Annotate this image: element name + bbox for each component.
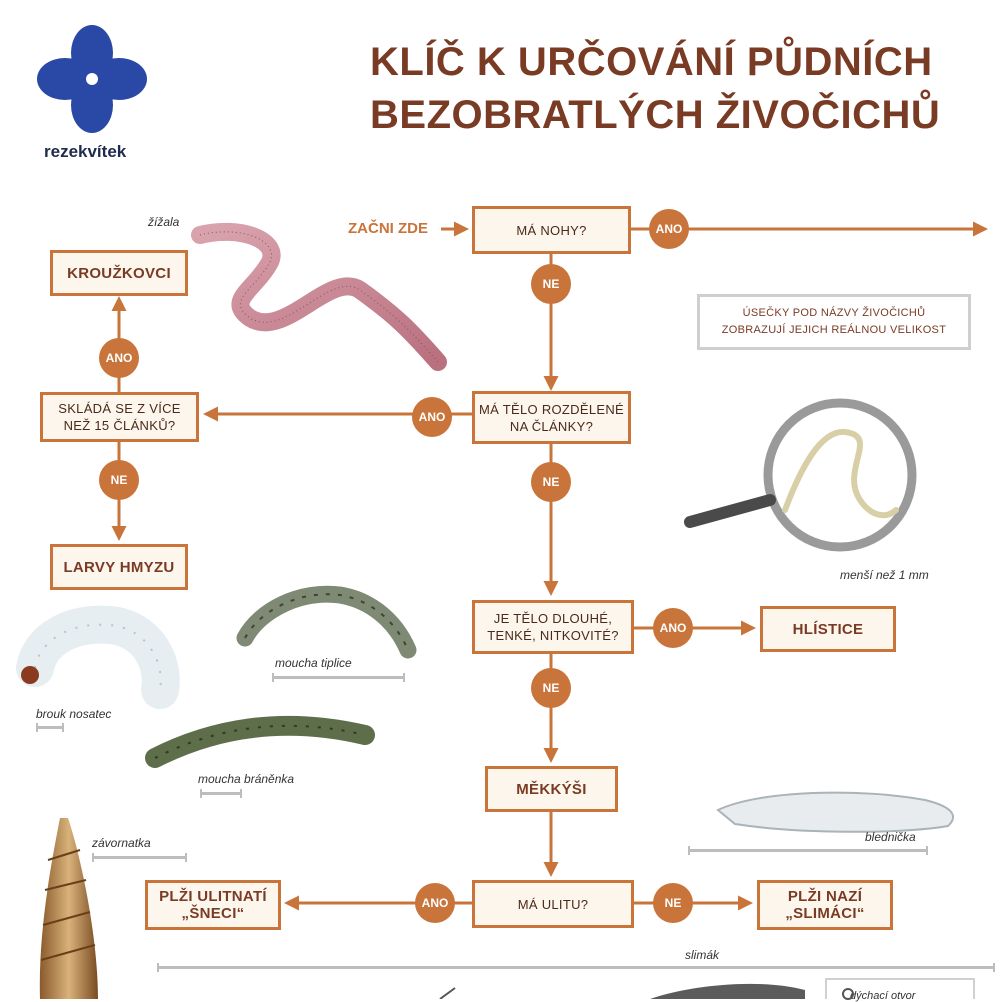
label-earthworm: žížala: [148, 215, 180, 229]
answer-no-legs: NE: [531, 264, 571, 304]
answer-yes-segments: ANO: [412, 397, 452, 437]
small-slug-illustration: [718, 793, 953, 832]
magnifier-illustration: [690, 403, 912, 547]
answer-no-long: NE: [531, 668, 571, 708]
label-door-snail: závornatka: [92, 836, 151, 850]
label-crane-fly: moucha tiplice: [275, 656, 352, 670]
answer-yes-shell: ANO: [415, 883, 455, 923]
scale-bar-door-snail: [92, 856, 187, 859]
crane-fly-larva-illustration: [245, 594, 408, 650]
result-shelled-snails: PLŽI ULITNATÍ „ŠNECI“: [145, 880, 281, 930]
door-snail-illustration: [40, 818, 98, 999]
answer-no-15: NE: [99, 460, 139, 500]
question-segmented-body: MÁ TĚLO ROZDĚLENÉ NA ČLÁNKY?: [472, 391, 631, 444]
scale-bar-fly-larva: [200, 792, 242, 795]
question-has-legs: MÁ NOHY?: [472, 206, 631, 254]
label-fly-larva: moucha bráněnka: [198, 772, 295, 786]
scale-bar-small-slug: [688, 849, 928, 852]
question-long-thin-body: JE TĚLO DLOUHÉ, TENKÉ, NITKOVITÉ?: [472, 600, 634, 654]
label-nematode-size: menší než 1 mm: [840, 568, 929, 582]
answer-no-shell: NE: [653, 883, 693, 923]
pore-icon: [842, 988, 854, 1000]
start-label: ZAČNI ZDE: [348, 220, 428, 237]
label-small-slug: blednička: [865, 830, 916, 844]
label-weevil: brouk nosatec: [36, 707, 112, 721]
size-scale-note: ÚSEČKY POD NÁZVY ŽIVOČICHŮ ZOBRAZUJÍ JEJICH REÁLNOU VELIKOST: [697, 294, 971, 350]
result-annelids: KROUŽKOVCI: [50, 250, 188, 296]
scale-bar-weevil: [36, 726, 64, 729]
scale-bar-crane-fly: [272, 676, 405, 679]
earthworm-illustration: [200, 232, 438, 362]
question-has-shell: MÁ ULITU?: [472, 880, 634, 928]
page-title-line1: KLÍČ K URČOVÁNÍ PŮDNÍCH: [370, 40, 933, 84]
fly-larva-illustration: [155, 726, 365, 758]
answer-yes-long: ANO: [653, 608, 693, 648]
label-breathing-pore: dýchací otvor: [850, 990, 916, 1002]
result-molluscs: MĚKKÝŠI: [485, 766, 618, 812]
result-nematodes: HLÍSTICE: [760, 606, 896, 652]
rezekvitek-logo: [37, 25, 147, 133]
answer-no-segments: NE: [531, 462, 571, 502]
scale-bar-big-slug: [157, 966, 995, 969]
weevil-larva-illustration: [21, 625, 161, 690]
answer-yes-legs: ANO: [649, 209, 689, 249]
big-slug-illustration: [440, 984, 805, 999]
brand-name: rezekvítek: [44, 142, 127, 161]
result-insect-larvae: LARVY HMYZU: [50, 544, 188, 590]
answer-yes-15: ANO: [99, 338, 139, 378]
question-more-than-15-segments: SKLÁDÁ SE Z VÍCE NEŽ 15 ČLÁNKŮ?: [40, 392, 199, 442]
page-title-line2: BEZOBRATLÝCH ŽIVOČICHŮ: [370, 93, 941, 137]
result-slugs: PLŽI NAZÍ „SLIMÁCI“: [757, 880, 893, 930]
label-big-slug: slimák: [685, 948, 720, 962]
